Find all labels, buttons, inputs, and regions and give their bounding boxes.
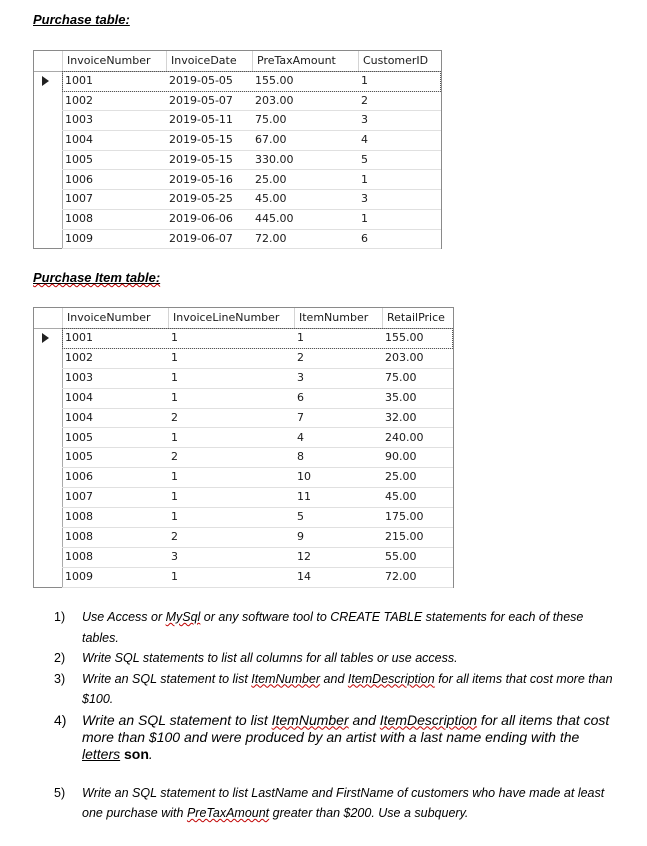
table-cell[interactable]: 4 bbox=[297, 430, 304, 444]
table-row[interactable] bbox=[62, 91, 441, 112]
table-cell[interactable]: 155.00 bbox=[255, 74, 294, 87]
question-item bbox=[54, 607, 614, 648]
table-cell[interactable]: 330.00 bbox=[255, 152, 294, 166]
table-cell[interactable]: 3 bbox=[171, 549, 178, 563]
table-cell[interactable]: 1 bbox=[171, 569, 178, 583]
question-text: and bbox=[348, 711, 380, 728]
table-row[interactable] bbox=[62, 408, 453, 429]
table-cell[interactable]: 2019-05-07 bbox=[169, 93, 233, 107]
table-cell[interactable]: 1003 bbox=[65, 370, 93, 384]
table-cell[interactable]: 1008 bbox=[65, 211, 93, 225]
question-text: . bbox=[148, 745, 153, 762]
question-item bbox=[54, 669, 614, 710]
table-cell[interactable]: 2 bbox=[361, 93, 368, 107]
table-cell[interactable]: 445.00 bbox=[255, 211, 294, 225]
question-text: greater than $200. Use a subquery. bbox=[269, 806, 469, 820]
table-row[interactable] bbox=[62, 150, 441, 171]
table-cell[interactable]: 72.00 bbox=[255, 231, 287, 245]
question-text: MySql bbox=[165, 610, 201, 624]
column-header-invoicenumber[interactable]: InvoiceNumber bbox=[62, 308, 168, 328]
table-row[interactable] bbox=[62, 447, 453, 468]
table-row[interactable] bbox=[62, 567, 453, 588]
table-cell[interactable]: 1008 bbox=[65, 510, 93, 524]
table-cell[interactable]: 1009 bbox=[65, 231, 93, 245]
table-cell[interactable]: 3 bbox=[297, 370, 304, 384]
purchase-table-header bbox=[34, 51, 441, 72]
table-cell[interactable]: 1 bbox=[171, 430, 178, 444]
table-cell[interactable]: 2 bbox=[171, 450, 178, 464]
table-row[interactable] bbox=[62, 189, 441, 210]
question-text: ItemDescription bbox=[347, 671, 435, 686]
table-cell[interactable]: 1003 bbox=[65, 113, 93, 127]
table-cell[interactable]: 3 bbox=[361, 192, 368, 206]
table-cell[interactable]: 215.00 bbox=[385, 530, 424, 543]
table-cell[interactable]: 1002 bbox=[65, 93, 93, 107]
purchase-item-table-grid bbox=[33, 307, 454, 588]
table-row[interactable] bbox=[62, 507, 453, 528]
table-cell[interactable]: 1 bbox=[361, 172, 368, 186]
table-cell[interactable]: 75.00 bbox=[255, 113, 287, 127]
table-row[interactable] bbox=[62, 130, 441, 151]
question-text: Write an SQL statement to list bbox=[82, 711, 272, 728]
column-header-pretaxamount[interactable]: PreTaxAmount bbox=[252, 51, 358, 71]
question-number: 2) bbox=[54, 651, 66, 665]
table-cell[interactable]: 8 bbox=[297, 450, 304, 464]
question-text: ItemNumber bbox=[251, 671, 321, 686]
question-text: for all items that cost more than $100 and were produced by an artist with a last name ending with the bbox=[82, 711, 610, 745]
column-header-retailprice[interactable]: RetailPrice bbox=[382, 308, 453, 328]
purchase-item-table-heading bbox=[33, 270, 160, 285]
question-text: and bbox=[320, 671, 348, 686]
question-item bbox=[54, 712, 614, 763]
question-text: Write SQL statements to list all columns for all tables or use access. bbox=[82, 651, 458, 665]
table-cell[interactable]: 1 bbox=[171, 490, 178, 504]
table-cell[interactable]: 2 bbox=[171, 530, 178, 543]
table-cell[interactable]: 1 bbox=[361, 74, 368, 87]
table-cell[interactable]: 9 bbox=[297, 530, 304, 543]
question-item bbox=[54, 648, 614, 669]
table-cell[interactable]: 72.00 bbox=[385, 569, 417, 583]
table-cell[interactable]: 1 bbox=[297, 331, 304, 344]
table-cell[interactable]: 1006 bbox=[65, 172, 93, 186]
table-row[interactable] bbox=[62, 388, 453, 409]
table-cell[interactable]: 2 bbox=[297, 350, 304, 364]
table-cell[interactable]: 67.00 bbox=[255, 133, 287, 147]
table-cell[interactable]: 240.00 bbox=[385, 430, 424, 444]
table-cell[interactable]: 2019-05-15 bbox=[169, 152, 233, 166]
table-row[interactable] bbox=[62, 368, 453, 389]
table-row[interactable] bbox=[62, 170, 441, 191]
table-cell[interactable]: 6 bbox=[361, 231, 368, 245]
table-row[interactable] bbox=[62, 209, 441, 230]
current-row-arrow-icon bbox=[42, 76, 49, 86]
table-cell[interactable]: 1001 bbox=[65, 74, 93, 87]
table-cell[interactable]: 2019-05-15 bbox=[169, 133, 233, 147]
table-cell[interactable]: 14 bbox=[297, 569, 311, 583]
question-text: Use Access or bbox=[82, 610, 166, 624]
table-cell[interactable]: 35.00 bbox=[385, 390, 417, 404]
question-text: letters bbox=[82, 745, 121, 762]
table-cell[interactable]: 1 bbox=[171, 470, 178, 484]
table-cell[interactable]: 2019-05-11 bbox=[169, 113, 233, 127]
table-cell[interactable]: 1005 bbox=[65, 430, 93, 444]
purchase-item-heading-text: Purchase Item table: bbox=[33, 270, 161, 285]
question-text: son bbox=[124, 745, 149, 762]
table-cell[interactable]: 1004 bbox=[65, 410, 93, 424]
current-row-arrow-icon bbox=[42, 333, 49, 343]
table-cell[interactable]: 1008 bbox=[65, 549, 93, 563]
column-header-invoicelinenumber[interactable]: InvoiceLineNumber bbox=[168, 308, 294, 328]
question-item bbox=[54, 783, 614, 824]
table-row[interactable] bbox=[62, 229, 441, 250]
question-number: 3) bbox=[54, 671, 66, 686]
column-header-customerid[interactable]: CustomerID bbox=[358, 51, 441, 71]
question-text: Write an SQL statement to list LastName and FirstName of customers who have made at least one purchase with bbox=[82, 785, 605, 820]
table-cell[interactable]: 1004 bbox=[65, 390, 93, 404]
table-row[interactable] bbox=[62, 547, 453, 568]
purchase-item-table-header bbox=[34, 308, 453, 329]
question-number: 5) bbox=[54, 785, 66, 800]
question-text: for all items that cost more than $100. bbox=[82, 671, 613, 706]
table-cell[interactable]: 1004 bbox=[65, 133, 93, 147]
table-cell[interactable]: 1 bbox=[361, 211, 368, 225]
table-cell[interactable]: 6 bbox=[297, 390, 304, 404]
table-cell[interactable]: 12 bbox=[297, 549, 311, 563]
table-cell[interactable]: 3 bbox=[361, 113, 368, 127]
table-cell[interactable]: 175.00 bbox=[385, 510, 424, 524]
table-cell[interactable]: 1009 bbox=[65, 569, 93, 583]
question-text: or any software tool to CREATE TABLE statements for each of these tables. bbox=[82, 610, 584, 645]
table-cell[interactable]: 4 bbox=[361, 133, 368, 147]
table-cell[interactable]: 45.00 bbox=[255, 192, 287, 206]
table-cell[interactable]: 45.00 bbox=[385, 490, 417, 504]
table-row[interactable] bbox=[62, 428, 453, 449]
table-cell[interactable]: 1 bbox=[171, 350, 178, 364]
table-cell[interactable]: 1007 bbox=[65, 490, 93, 504]
table-cell[interactable]: 2 bbox=[171, 410, 178, 424]
table-cell[interactable]: 7 bbox=[297, 410, 304, 424]
table-cell[interactable]: 1007 bbox=[65, 192, 93, 206]
table-cell[interactable]: 2019-05-05 bbox=[169, 74, 233, 87]
table-cell[interactable]: 25.00 bbox=[385, 470, 417, 484]
table-cell[interactable]: 32.00 bbox=[385, 410, 417, 424]
table-cell[interactable]: 1005 bbox=[65, 152, 93, 166]
row-selector-column[interactable] bbox=[34, 328, 63, 587]
table-cell[interactable]: 1001 bbox=[65, 331, 93, 344]
table-cell[interactable]: 1 bbox=[171, 510, 178, 524]
question-list bbox=[54, 607, 614, 824]
table-cell[interactable]: 75.00 bbox=[385, 370, 417, 384]
table-cell[interactable]: 1005 bbox=[65, 450, 93, 464]
table-row[interactable] bbox=[62, 348, 453, 369]
table-cell[interactable]: 25.00 bbox=[255, 172, 287, 186]
table-row[interactable] bbox=[62, 71, 441, 92]
table-cell[interactable]: 55.00 bbox=[385, 549, 417, 563]
question-number: 1) bbox=[54, 610, 66, 624]
table-cell[interactable]: 1 bbox=[171, 370, 178, 384]
purchase-table-heading: Purchase table: bbox=[33, 12, 130, 27]
table-cell[interactable]: 203.00 bbox=[385, 350, 424, 364]
table-cell[interactable]: 155.00 bbox=[385, 331, 424, 344]
table-row[interactable] bbox=[62, 467, 453, 488]
table-cell[interactable]: 5 bbox=[361, 152, 368, 166]
question-number: 4) bbox=[54, 711, 67, 728]
table-cell[interactable]: 1002 bbox=[65, 350, 93, 364]
table-cell[interactable]: 1006 bbox=[65, 470, 93, 484]
table-cell[interactable]: 5 bbox=[297, 510, 304, 524]
question-text: ItemNumber bbox=[271, 711, 349, 728]
table-cell[interactable]: 2019-05-16 bbox=[169, 172, 233, 186]
table-row[interactable] bbox=[62, 487, 453, 508]
table-cell[interactable]: 1 bbox=[171, 331, 178, 344]
question-text: Write an SQL statement to list bbox=[82, 671, 252, 686]
table-cell[interactable]: 2019-06-06 bbox=[169, 211, 233, 225]
purchase-table-grid bbox=[33, 50, 442, 249]
table-row[interactable] bbox=[62, 328, 453, 349]
question-text: PreTaxAmount bbox=[186, 806, 270, 820]
table-cell[interactable]: 11 bbox=[297, 490, 311, 504]
table-cell[interactable]: 1 bbox=[171, 390, 178, 404]
column-header-invoicedate[interactable]: InvoiceDate bbox=[166, 51, 252, 71]
table-cell[interactable]: 1008 bbox=[65, 530, 93, 543]
table-row[interactable] bbox=[62, 527, 453, 548]
row-selector-column[interactable] bbox=[34, 71, 63, 248]
table-cell[interactable]: 2019-05-25 bbox=[169, 192, 233, 206]
question-text: ItemDescription bbox=[379, 711, 478, 728]
column-header-invoicenumber[interactable]: InvoiceNumber bbox=[62, 51, 166, 71]
table-cell[interactable]: 2019-06-07 bbox=[169, 231, 233, 245]
table-row[interactable] bbox=[62, 110, 441, 131]
table-cell[interactable]: 10 bbox=[297, 470, 311, 484]
table-cell[interactable]: 203.00 bbox=[255, 93, 294, 107]
column-header-itemnumber[interactable]: ItemNumber bbox=[294, 308, 382, 328]
table-cell[interactable]: 90.00 bbox=[385, 450, 417, 464]
